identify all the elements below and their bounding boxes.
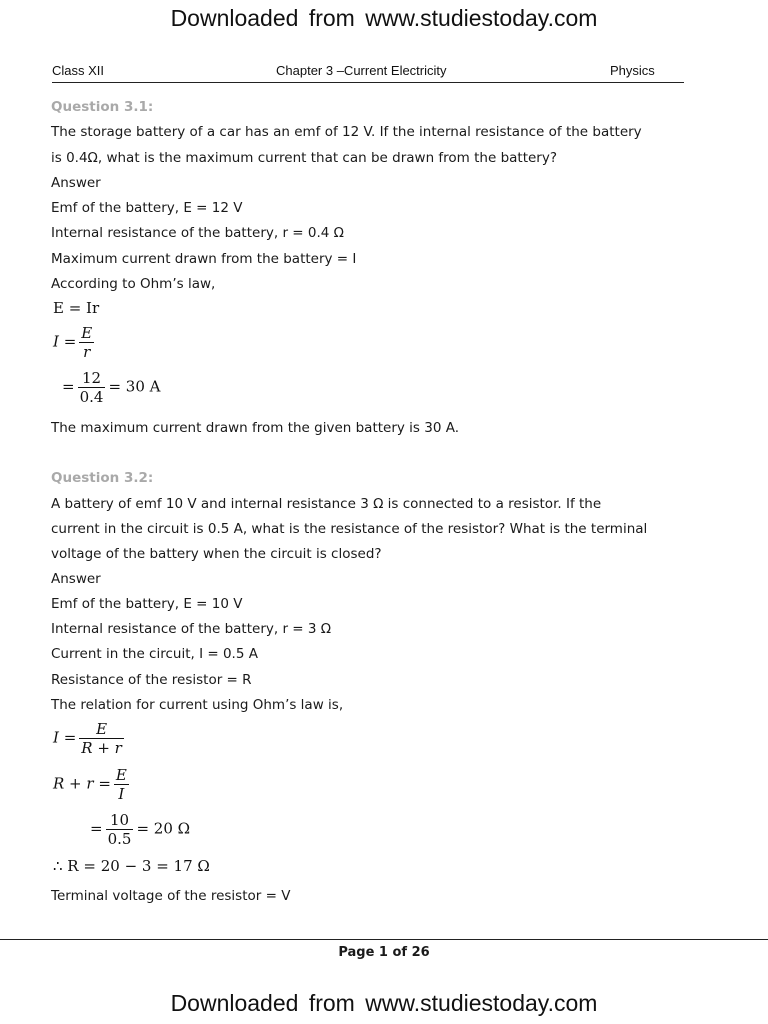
q2-equation-3: = $\frac{10}{0.5}$ = 20 Ω [90, 811, 191, 848]
q1-answer-label: Answer [51, 175, 101, 191]
q1-line-2: is 0.4Ω, what is the maximum current that can be drawn from the battery? [51, 150, 558, 166]
q2-ohms-law: The relation for current using Ohm’s law is, [51, 697, 344, 713]
q2-line-3: voltage of the battery when the circuit is closed? [51, 546, 382, 562]
q2-equation-1: I = $\frac{E}{R + r}$ [53, 720, 122, 757]
q1-equation-3: = $\frac{12}{0.4}$ = 30 A [62, 369, 161, 406]
chapter-title: Chapter 3 –Current Electricity [276, 63, 447, 78]
question-3-1-title: Question 3.1: [51, 99, 154, 115]
q1-line-1: The storage battery of a car has an emf of 12 V. If the internal resistance of the battery [51, 124, 642, 140]
q1-given-emf: Emf of the battery, E = 12 V [51, 200, 243, 216]
q1-equation-2: I = $\frac{E}{r}$ [53, 324, 93, 361]
q2-line-2: current in the circuit is 0.5 A, what is the resistance of the resistor? What is the terminal [51, 521, 648, 537]
q1-conclusion: The maximum current drawn from the given battery is 30 A. [51, 420, 459, 436]
q2-terminal-voltage: Terminal voltage of the resistor = V [51, 888, 291, 904]
download-banner-top: Downloaded from www.studiestoday.com [170, 5, 598, 31]
q2-given-resistance: Internal resistance of the battery, r = 3 Ω [51, 621, 332, 637]
q2-equation-2: R + r = $\frac{E}{I}$ [53, 766, 127, 803]
page-number: Page 1 of 26 [338, 945, 430, 960]
q1-equation-1: E = Ir [53, 299, 100, 317]
q2-given-current: Current in the circuit, I = 0.5 A [51, 646, 258, 662]
question-3-2-title: Question 3.2: [51, 470, 154, 486]
q1-given-resistance: Internal resistance of the battery, r = 0.4 Ω [51, 225, 344, 241]
q2-line-1: A battery of emf 10 V and internal resistance 3 Ω is connected to a resistor. If the [51, 496, 602, 512]
q2-answer-label: Answer [51, 571, 101, 587]
page-header [52, 62, 684, 83]
q2-equation-4: ∴ R = 20 − 3 = 17 Ω [53, 857, 210, 875]
q2-given-emf: Emf of the battery, E = 10 V [51, 596, 243, 612]
class-label: Class XII [52, 63, 105, 78]
q1-given-current: Maximum current drawn from the battery = I [51, 251, 357, 267]
subject-label: Physics [610, 63, 655, 78]
q1-ohms-law: According to Ohm’s law, [51, 276, 216, 292]
footer-divider [0, 939, 768, 940]
download-banner-bottom: Downloaded from www.studiestoday.com [170, 990, 598, 1016]
q2-resistor: Resistance of the resistor = R [51, 672, 252, 688]
